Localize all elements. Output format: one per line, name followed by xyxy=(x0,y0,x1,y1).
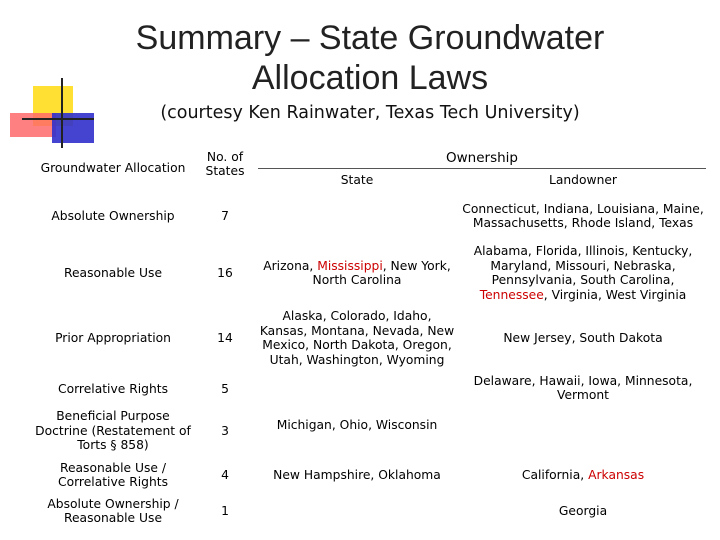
page-title xyxy=(60,18,680,98)
header-count: No. of States xyxy=(205,149,245,178)
title-line-1: Summary – State Groundwater xyxy=(135,19,605,57)
row-allocation: Absolute Ownership xyxy=(51,208,175,223)
row-state xyxy=(258,496,456,526)
row-state xyxy=(258,376,456,402)
page-subtitle: (courtesy Ken Rainwater, Texas Tech University) xyxy=(160,103,580,123)
title-line-2: Allocation Laws xyxy=(251,59,489,97)
row-landowner: California, Arkansas xyxy=(521,467,645,482)
row-state: Alaska, Colorado, Idaho, Kansas, Montana, Nevada, New Mexico, North Dakota, Oregon, Utah, Washington, Wyoming xyxy=(259,309,455,367)
row-landowner: Delaware, Hawaii, Iowa, Minnesota, Vermont xyxy=(473,373,693,402)
row-state: Arizona, Mississippi, New York, North Carolina xyxy=(263,258,451,287)
ownership-divider xyxy=(258,168,706,169)
row-count: 4 xyxy=(221,467,229,482)
row-state: New Hampshire, Oklahoma xyxy=(273,467,441,482)
deco-red-square xyxy=(10,113,56,137)
row-count: 5 xyxy=(221,381,229,396)
header-state: State xyxy=(340,172,374,187)
header-ownership: Ownership xyxy=(446,149,518,166)
row-allocation: Reasonable Use xyxy=(63,265,163,280)
highlighted-state: Mississippi xyxy=(317,258,383,273)
row-allocation: Reasonable Use / Correlative Rights xyxy=(57,460,169,489)
row-state xyxy=(258,196,456,236)
row-count: 3 xyxy=(221,423,229,438)
highlighted-state: Arkansas xyxy=(588,467,645,482)
row-landowner xyxy=(460,410,706,452)
row-count: 1 xyxy=(221,503,229,518)
row-state: Michigan, Ohio, Wisconsin xyxy=(276,417,438,432)
header-allocation: Groundwater Allocation xyxy=(40,160,186,175)
row-landowner: Georgia xyxy=(558,503,608,518)
highlighted-state: Tennessee xyxy=(479,287,544,302)
row-allocation: Beneficial Purpose Doctrine (Restatement of Torts § 858) xyxy=(35,409,191,453)
row-landowner: Connecticut, Indiana, Louisiana, Maine, Massachusetts, Rhode Island, Texas xyxy=(462,201,704,230)
row-landowner: Alabama, Florida, Illinois, Kentucky, Maryland, Missouri, Nebraska, Pennsylvania, South Carolina, Tennessee, Virginia, West Virginia xyxy=(473,244,693,302)
header-landowner: Landowner xyxy=(549,172,617,187)
row-count: 16 xyxy=(217,265,233,280)
row-allocation: Prior Appropriation xyxy=(55,330,171,345)
row-count: 14 xyxy=(217,330,233,345)
row-allocation: Absolute Ownership / Reasonable Use xyxy=(47,496,179,525)
row-count: 7 xyxy=(221,208,229,223)
row-allocation: Correlative Rights xyxy=(57,381,169,396)
row-landowner: New Jersey, South Dakota xyxy=(503,330,663,345)
